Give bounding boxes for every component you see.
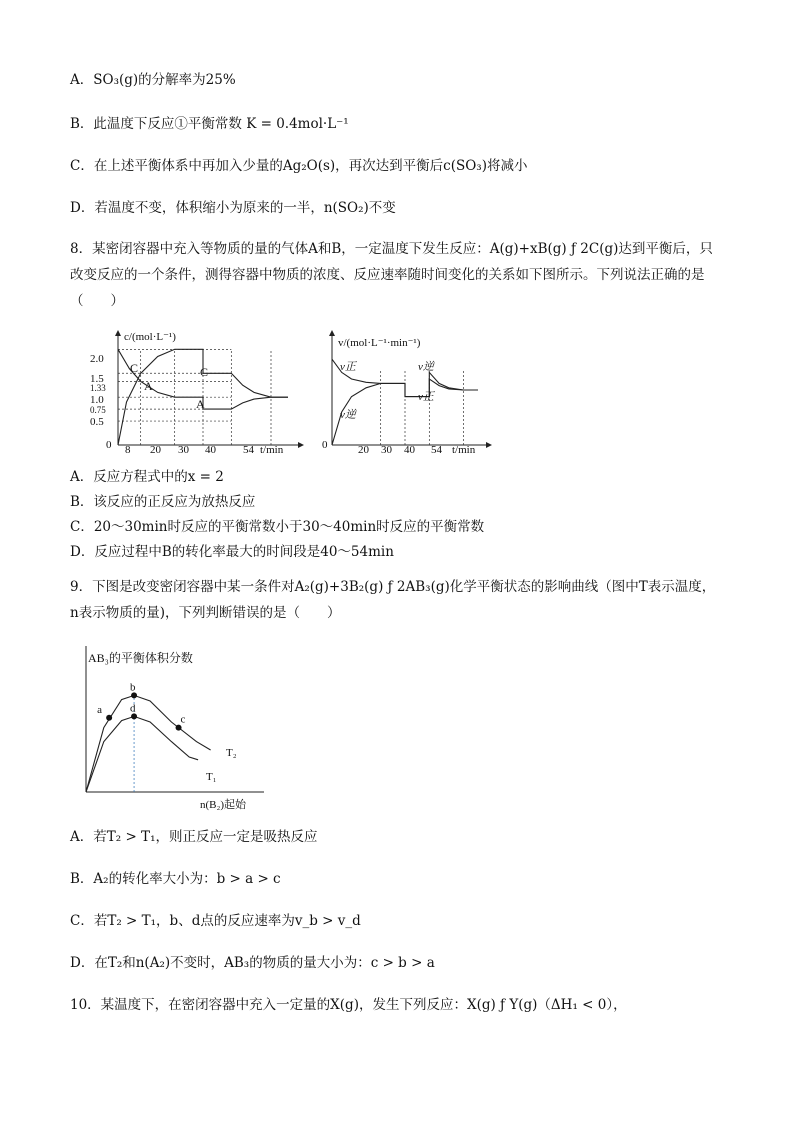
q8-option-d: D．反应过程中B的转化率最大的时间段是40～54min [70,544,394,560]
v-tick-x-54: 54 [431,444,442,456]
q7-option-b: B．此温度下反应①平衡常数 K = 0.4mol·L⁻¹ [70,116,349,132]
c-axis-xlabel: t/min [260,444,284,456]
q8-option-a: A．反应方程式中的x = 2 [70,469,224,485]
q8-option-c: C．20～30min时反应的平衡常数小于30～40min时反应的平衡常数 [70,519,485,535]
ab3-point-label-d: d [130,702,136,715]
c-label-C-1: C [130,361,139,375]
c-tick-x-54: 54 [243,444,254,456]
concentration-chart [88,330,308,456]
q7-option-d: D．若温度不变，体积缩小为原来的一半，n(SO₂)不变 [70,200,396,216]
c-origin: 0 [106,439,112,451]
ab3-axis-xlabel: n(B₂)起始 [200,799,246,811]
q9-stem: 9．下图是改变密闭容器中某一条件对A₂(g)+3B₂(g) ƒ 2AB₃(g)化学平衡状态的影响曲线（图中T表示温度，n表示物质的量)，下列判断错误的是（ ） [70,579,716,621]
ab3-point-label-a: a [97,703,103,716]
q8-option-b: B．该反应的正反应为放热反应 [70,494,256,510]
q9-option-d: D．在T₂和n(A₂)不变时，AB₃的物质的量大小为：c > b > a [70,955,435,971]
v-tick-x-20: 20 [358,444,369,456]
ab3-fraction-chart [76,644,276,812]
c-tick-y-0.75: 0.75 [90,405,106,415]
v-label-reverse-2: v逆 [418,361,434,373]
c-tick-x-8: 8 [125,444,131,456]
v-axis-xlabel: t/min [452,444,476,456]
c-tick-y-0.5: 0.5 [90,416,104,428]
ab3-point-label-c: c [180,713,186,726]
ab3-label-T1: T₁ [206,771,217,783]
c-tick-y-1.0: 1.0 [90,394,104,406]
c-tick-y-2.0: 2.0 [90,353,104,365]
v-axis-ylabel: v/(mol·L⁻¹·min⁻¹) [338,337,421,349]
c-label-C-2: C [200,365,209,379]
ab3-point-label-b: b [130,681,136,694]
ab3-series-0 [86,695,211,792]
q9-option-b: B．A₂的转化率大小为：b > a > c [70,871,281,887]
c-tick-x-40: 40 [205,444,216,456]
c-label-A-2: A [196,397,205,411]
v-origin: 0 [322,439,328,451]
q9-option-a: A．若T₂ > T₁，则正反应一定是吸热反应 [70,829,318,845]
ab3-axis-ylabel: AB₃的平衡体积分数 [88,651,193,665]
v-label-reverse-1: v逆 [340,409,356,421]
q10-stem: 10．某温度下，在密闭容器中充入一定量的X(g)，发生下列反应：X(g) ƒ Y(g)（ΔH₁ < 0）， [70,997,627,1013]
q9-option-c: C．若T₂ > T₁，b、d点的反应速率为v_b > v_d [70,913,361,929]
q8-stem: 8．某密闭容器中充入等物质的量的气体A和B，一定温度下发生反应：A(g)+xB(g) ƒ 2C(g)达到平衡后，只改变反应的一个条件，测得容器中物质的浓度、反应速率随时间变化的关系如下图所示。下列说法正确的是（ ） [70,241,713,309]
v-label-forward-2: v正 [418,391,434,403]
c-label-A-1: A [144,379,153,393]
q7-option-a: A．SO₃(g)的分解率为25% [70,72,236,88]
q7-option-c: C．在上述平衡体系中再加入少量的Ag₂O(s)，再次达到平衡后c(SO₃)将减小 [70,158,528,174]
v-tick-x-30: 30 [381,444,392,456]
rate-chart [318,330,498,456]
c-tick-x-30: 30 [178,444,189,456]
c-tick-y-1.33: 1.33 [90,383,106,393]
v-label-forward-1: v正 [340,361,356,373]
v-tick-x-40: 40 [404,444,415,456]
ab3-label-T2: T₂ [226,747,237,759]
c-tick-x-20: 20 [150,444,161,456]
ab3-point-a [106,715,112,721]
c-tick-y-1.5: 1.5 [90,373,104,385]
c-axis-ylabel: c/(mol·L⁻¹) [124,331,176,343]
